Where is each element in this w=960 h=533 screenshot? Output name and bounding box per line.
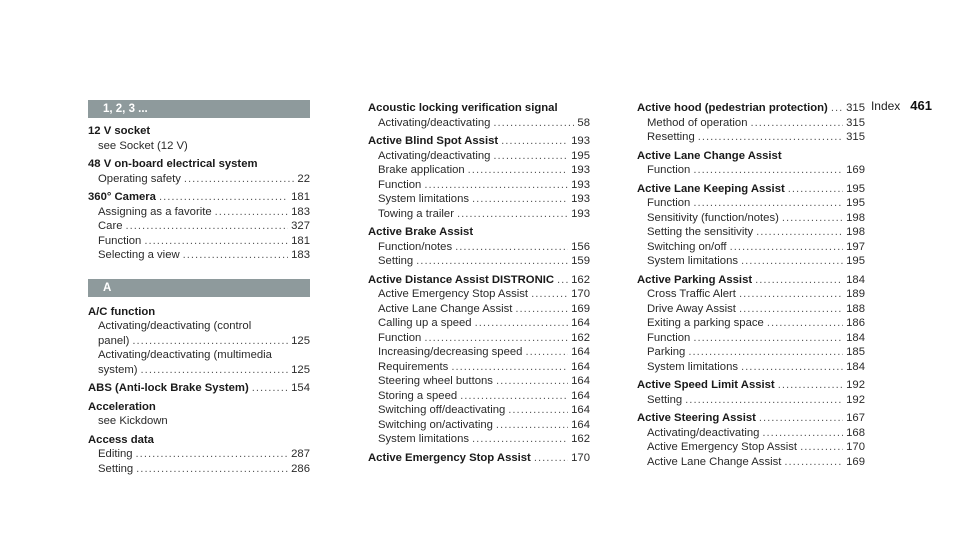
index-subentry-text: Drive Away Assist	[647, 302, 736, 315]
index-subentry[interactable]	[637, 240, 865, 255]
page-reference: 154	[291, 382, 310, 394]
index-term-text: Active Parking Assist	[637, 273, 753, 286]
index-term[interactable]	[88, 124, 310, 139]
page-reference: 169	[846, 164, 865, 176]
leader-dots	[508, 403, 568, 418]
leader-dots	[778, 378, 843, 393]
leader-dots	[252, 381, 288, 396]
index-subentry[interactable]	[368, 418, 590, 433]
leader-dots	[136, 462, 288, 477]
index-term-text: Acoustic locking verification signal	[368, 102, 558, 114]
index-term-text: Active Emergency Stop Assist	[368, 451, 531, 464]
leader-dots	[688, 345, 843, 360]
index-subentry-text: Function	[98, 234, 142, 247]
index-term[interactable]	[88, 190, 310, 205]
index-subentry[interactable]	[637, 455, 865, 470]
index-term-text: 12 V socket	[88, 125, 151, 137]
index-subentry-text: Method of operation	[647, 116, 748, 129]
page-reference: 193	[571, 135, 590, 147]
page-reference: 162	[571, 433, 590, 445]
index-subentry[interactable]	[368, 178, 590, 193]
index-subentry-text: Active Emergency Stop Assist	[378, 288, 529, 300]
index-subentry[interactable]	[637, 211, 865, 226]
leader-dots	[144, 234, 288, 249]
index-subentry[interactable]	[368, 240, 590, 255]
index-subentry[interactable]	[88, 414, 310, 429]
index-subentry-text: Calling up a speed	[378, 317, 472, 329]
leader-dots	[698, 130, 843, 145]
page-reference: 315	[846, 131, 865, 143]
index-term[interactable]	[637, 411, 865, 426]
leader-dots	[424, 331, 568, 346]
index-subentry-text: System limitations	[378, 433, 470, 445]
page-header	[871, 98, 932, 113]
leader-dots	[416, 254, 568, 269]
index-column-2	[368, 101, 590, 469]
index-term-text: ABS (Anti-lock Brake System)	[88, 382, 249, 394]
index-subentry-continued[interactable]	[88, 363, 310, 378]
leader-dots	[159, 190, 288, 205]
index-column-1	[88, 100, 310, 480]
index-subentry-text: Brake application	[378, 164, 465, 176]
page-reference: 169	[846, 455, 865, 468]
index-entry	[368, 225, 590, 269]
page-reference: 198	[846, 226, 865, 238]
page-reference: 125	[291, 363, 310, 376]
leader-dots	[685, 393, 843, 408]
index-subentry[interactable]	[368, 403, 590, 418]
index-subentry[interactable]	[368, 345, 590, 360]
index-subentry-text: Selecting a view	[98, 249, 180, 261]
index-term[interactable]	[368, 225, 590, 240]
leader-dots	[493, 116, 574, 131]
page-reference: 164	[571, 375, 590, 387]
index-subentry-text: Active Lane Change Assist	[378, 302, 513, 315]
index-subentry[interactable]	[637, 426, 865, 441]
leader-dots	[451, 360, 568, 375]
leader-dots	[525, 345, 568, 360]
index-term[interactable]	[637, 182, 865, 197]
index-subentry-text: Editing	[98, 448, 133, 460]
index-term[interactable]	[637, 273, 865, 288]
page-reference: 195	[846, 182, 865, 195]
page-reference: 125	[291, 334, 310, 347]
index-subentry[interactable]	[88, 348, 310, 363]
page-reference: 193	[571, 164, 590, 176]
leader-dots	[496, 374, 568, 389]
index-subentry-text: Care	[98, 220, 123, 232]
index-subentry[interactable]	[637, 130, 865, 145]
index-subentry[interactable]	[637, 116, 865, 131]
index-subentry[interactable]	[368, 207, 590, 222]
leader-dots	[184, 172, 295, 187]
leader-dots	[457, 207, 568, 222]
leader-dots	[762, 426, 843, 441]
page-reference: 197	[846, 240, 865, 253]
index-subentry[interactable]	[637, 440, 865, 455]
index-subentry-text: Increasing/decreasing speed	[378, 346, 523, 358]
leader-dots	[515, 302, 568, 317]
page-reference: 195	[846, 197, 865, 209]
index-entry	[88, 381, 310, 396]
index-subentry[interactable]	[637, 316, 865, 331]
index-subentry-text: Steering wheel buttons	[378, 375, 493, 387]
index-subentry[interactable]	[637, 287, 865, 302]
leader-dots	[136, 447, 289, 462]
leader-dots	[455, 240, 568, 255]
page-reference: 170	[571, 288, 590, 300]
index-subentry-text: Cross Traffic Alert	[647, 288, 736, 300]
index-subentry[interactable]	[637, 302, 865, 317]
page-reference: 164	[571, 418, 590, 431]
leader-dots	[693, 331, 843, 346]
index-subentry[interactable]	[637, 225, 865, 240]
index-subentry-text: Setting	[378, 255, 414, 267]
page-reference: 192	[846, 393, 865, 406]
index-term[interactable]	[368, 101, 590, 116]
index-subentry-text: System limitations	[378, 193, 470, 205]
index-term-text: Acceleration	[88, 400, 156, 413]
page-reference: 167	[846, 412, 865, 424]
index-subentry[interactable]	[368, 316, 590, 331]
index-label: Index	[870, 99, 901, 113]
index-subentry[interactable]	[88, 205, 310, 220]
page-reference: 162	[571, 273, 590, 286]
page-reference: 164	[571, 389, 590, 402]
index-subentry-text: Sensitivity (function/notes)	[647, 211, 779, 224]
index-subentry[interactable]	[637, 196, 865, 211]
index-term[interactable]	[88, 305, 310, 320]
index-subentry[interactable]	[88, 219, 310, 234]
leader-dots	[424, 178, 568, 193]
index-subentry[interactable]	[368, 192, 590, 207]
page-reference: 315	[846, 102, 865, 114]
index-term[interactable]	[88, 400, 310, 415]
page-reference: 184	[846, 331, 865, 344]
index-entry	[88, 400, 310, 429]
page-reference: 58	[577, 116, 590, 129]
index-entry	[368, 134, 590, 221]
index-subentry-text: see Kickdown	[98, 415, 168, 427]
index-term-text: Active Distance Assist DISTRONIC	[368, 273, 555, 286]
index-term-text: 48 V on-board electrical system	[88, 158, 258, 170]
leader-dots	[531, 287, 568, 302]
leader-dots	[751, 116, 844, 131]
leader-dots	[782, 211, 843, 226]
index-term-text: Active Brake Assist	[368, 226, 474, 238]
leader-dots	[741, 360, 843, 375]
leader-dots	[755, 273, 843, 288]
index-subentry[interactable]	[368, 116, 590, 131]
index-term-text: Active Speed Limit Assist	[637, 379, 775, 391]
index-subentry-text: Switching on/activating	[378, 418, 493, 431]
leader-dots	[693, 196, 843, 211]
index-subentry-text: see Socket (12 V)	[98, 139, 188, 152]
index-term-text: Access data	[88, 433, 154, 446]
index-term[interactable]	[637, 378, 865, 393]
section-header: 1, 2, 3 ...	[88, 100, 310, 118]
index-term-text: Active Blind Spot Assist	[368, 135, 499, 147]
index-term-text: Active hood (pedestrian protection)	[637, 102, 828, 114]
index-subentry[interactable]	[88, 319, 310, 334]
page-reference: 183	[291, 249, 310, 261]
index-subentry[interactable]	[368, 374, 590, 389]
index-subentry[interactable]	[368, 389, 590, 404]
index-subentry-text: Assigning as a favorite	[98, 205, 212, 218]
leader-dots	[460, 389, 568, 404]
index-entry	[637, 273, 865, 375]
page-reference: 184	[846, 360, 865, 373]
index-subentry-text: Activating/deactivating	[378, 116, 491, 129]
leader-dots	[730, 240, 844, 255]
leader-dots	[132, 334, 288, 349]
page-reference: 287	[291, 448, 310, 460]
index-subentry[interactable]	[637, 345, 865, 360]
index-subentry-text: Operating safety	[98, 172, 181, 185]
index-subentry[interactable]	[88, 234, 310, 249]
index-subentry-text: Active Emergency Stop Assist	[647, 441, 798, 453]
index-term[interactable]	[88, 433, 310, 448]
page-reference: 189	[846, 288, 865, 300]
leader-dots	[468, 163, 568, 178]
index-term[interactable]	[637, 149, 865, 164]
page-reference: 164	[571, 404, 590, 416]
page-reference: 193	[571, 193, 590, 205]
page-reference: 168	[846, 426, 865, 439]
index-subentry-text: Storing a speed	[378, 389, 458, 402]
index-subentry-text: Activating/deactivating (control	[98, 320, 252, 332]
index-subentry-text: Parking	[647, 346, 686, 358]
index-subentry[interactable]	[88, 139, 310, 154]
index-term[interactable]	[368, 134, 590, 149]
index-subentry[interactable]	[368, 360, 590, 375]
leader-dots	[534, 451, 568, 466]
leader-dots	[557, 273, 568, 288]
index-subentry-text: Function/notes	[378, 240, 453, 253]
index-subentry-text: Function	[647, 331, 691, 344]
index-subentry[interactable]	[88, 172, 310, 187]
index-entry	[88, 305, 310, 378]
index-entry	[368, 273, 590, 447]
index-subentry-text: System limitations	[647, 255, 739, 267]
index-subentry-text: Switching off/deactivating	[378, 404, 506, 416]
index-entry	[637, 182, 865, 269]
leader-dots	[475, 316, 569, 331]
leader-dots	[472, 432, 568, 447]
page-reference: 193	[571, 178, 590, 191]
leader-dots	[759, 411, 843, 426]
index-subentry[interactable]	[88, 447, 310, 462]
index-entry	[637, 101, 865, 145]
index-subentry-text: Towing a trailer	[378, 207, 454, 220]
page-reference: 181	[291, 191, 310, 203]
index-subentry-text: Activating/deactivating	[647, 426, 760, 439]
index-subentry-text: Exiting a parking space	[647, 317, 764, 329]
index-entry	[637, 149, 865, 178]
index-subentry-text: Function	[378, 178, 422, 191]
index-subentry-continued[interactable]	[88, 334, 310, 349]
index-subentry-text: Function	[647, 164, 691, 176]
index-term[interactable]	[88, 381, 310, 396]
page-number: 461	[910, 98, 932, 113]
leader-dots	[472, 192, 568, 207]
index-subentry-text: Setting	[98, 462, 134, 475]
index-subentry-text: System limitations	[647, 360, 739, 373]
index-entry	[368, 451, 590, 466]
page-reference: 315	[846, 116, 865, 129]
leader-dots	[784, 455, 843, 470]
index-subentry[interactable]	[637, 331, 865, 346]
index-subentry[interactable]	[637, 360, 865, 375]
index-subentry[interactable]	[368, 432, 590, 447]
index-entry	[88, 124, 310, 153]
page-reference: 170	[571, 451, 590, 464]
index-subentry[interactable]	[368, 163, 590, 178]
index-subentry-text: Setting the sensitivity	[647, 226, 754, 238]
page-reference: 170	[846, 441, 865, 453]
leader-dots	[501, 134, 568, 149]
page-reference: 183	[291, 205, 310, 218]
leader-dots	[739, 302, 843, 317]
page-reference: 186	[846, 317, 865, 329]
index-subentry-cont-text: system)	[98, 363, 138, 376]
page-reference: 286	[291, 462, 310, 475]
index-subentry[interactable]	[88, 248, 310, 263]
index-subentry-text: Active Lane Change Assist	[647, 455, 782, 468]
page-reference: 193	[571, 207, 590, 220]
page-reference: 195	[846, 255, 865, 267]
leader-dots	[739, 287, 843, 302]
leader-dots	[741, 254, 843, 269]
index-entry	[368, 101, 590, 130]
page-reference: 327	[291, 220, 310, 232]
leader-dots	[126, 219, 289, 234]
index-term[interactable]	[88, 157, 310, 172]
index-subentry[interactable]	[368, 149, 590, 164]
page-reference: 192	[846, 379, 865, 391]
leader-dots	[493, 149, 568, 164]
leader-dots	[215, 205, 288, 220]
leader-dots	[496, 418, 568, 433]
index-subentry[interactable]	[368, 254, 590, 269]
index-subentry[interactable]	[368, 331, 590, 346]
page-reference: 195	[571, 149, 590, 162]
index-term-text: Active Lane Change Assist	[637, 149, 782, 162]
page-reference: 198	[846, 211, 865, 224]
index-subentry[interactable]	[368, 287, 590, 302]
index-term[interactable]	[368, 273, 590, 288]
index-subentry-text: Activating/deactivating	[378, 149, 491, 162]
index-subentry-text: Switching on/off	[647, 240, 727, 253]
leader-dots	[756, 225, 843, 240]
index-term-text: Active Lane Keeping Assist	[637, 182, 785, 195]
page-reference: 169	[571, 302, 590, 315]
index-entry	[88, 190, 310, 263]
index-subentry-text: Setting	[647, 393, 683, 406]
index-subentry[interactable]	[637, 393, 865, 408]
leader-dots	[183, 248, 289, 263]
index-column-3	[637, 101, 865, 473]
leader-dots	[800, 440, 843, 455]
page-reference: 164	[571, 317, 590, 329]
page-reference: 164	[571, 346, 590, 358]
index-term[interactable]	[637, 101, 865, 116]
index-subentry-text: Function	[647, 197, 691, 209]
index-subentry-text: Activating/deactivating (multimedia	[98, 349, 272, 361]
page-reference: 184	[846, 273, 865, 286]
page-reference: 162	[571, 331, 590, 344]
index-entry	[88, 433, 310, 477]
page-reference: 156	[571, 240, 590, 253]
page-reference: 164	[571, 360, 590, 373]
index-term-text: Active Steering Assist	[637, 412, 756, 424]
index-term-text: 360° Camera	[88, 191, 156, 203]
index-subentry-text: Requirements	[378, 360, 449, 373]
index-term-text: A/C function	[88, 305, 156, 318]
leader-dots	[767, 316, 843, 331]
index-subentry[interactable]	[368, 302, 590, 317]
section-header: A	[88, 279, 310, 297]
page-reference: 181	[291, 234, 310, 247]
index-entry	[637, 378, 865, 407]
index-subentry-text: Resetting	[647, 131, 695, 143]
leader-dots	[831, 101, 843, 116]
page-reference: 22	[297, 172, 310, 185]
leader-dots	[141, 363, 289, 378]
page-reference: 159	[571, 255, 590, 267]
index-subentry-cont-text: panel)	[98, 334, 130, 347]
index-term[interactable]	[368, 451, 590, 466]
index-subentry[interactable]	[637, 163, 865, 178]
index-entry	[637, 411, 865, 469]
index-subentry-text: Function	[378, 331, 422, 344]
index-subentry[interactable]	[88, 462, 310, 477]
page-reference: 188	[846, 302, 865, 315]
index-subentry[interactable]	[637, 254, 865, 269]
leader-dots	[693, 163, 843, 178]
page-reference: 185	[846, 346, 865, 358]
index-entry	[88, 157, 310, 186]
leader-dots	[788, 182, 843, 197]
